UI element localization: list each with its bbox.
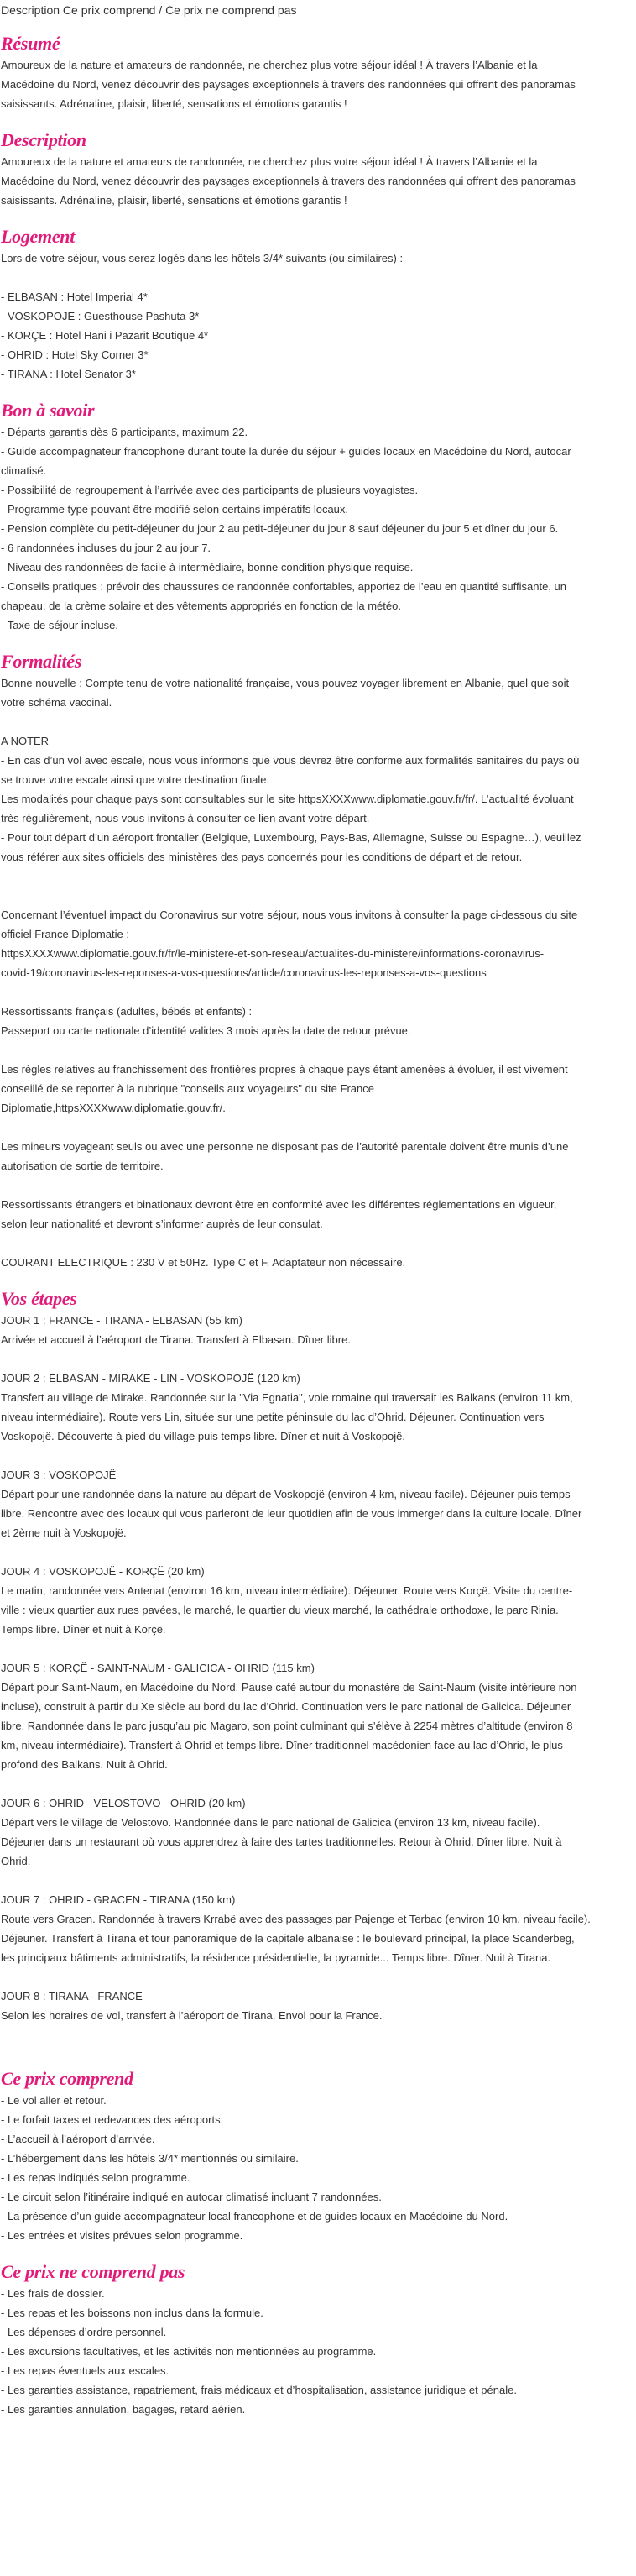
formalites-line: conseillé de se reporter à la rubrique "conseils aux voyageurs" du site France <box>1 1082 374 1095</box>
comprend-item: - Les repas indiqués selon programme. <box>1 2171 190 2184</box>
etape-line: Ohrid. <box>1 1855 31 1867</box>
bon-a-savoir-line: - Taxe de séjour incluse. <box>1 619 118 631</box>
comprend-title: Ce prix comprend <box>1 2068 133 2089</box>
formalites-line: Passeport ou carte nationale d’identité valides 3 mois après la date de retour prévue. <box>1 1024 411 1037</box>
resume-title: Résumé <box>1 33 60 54</box>
etape-line: Voskopojë. Découverte à pied du village puis temps libre. Dîner et nuit à Voskopojë. <box>1 1430 406 1442</box>
etape-line: Déjeuner dans un restaurant où vous apprendrez à faire des tartes traditionnelles. Retour à Ohrid. Dîner libre. Nuit à <box>1 1835 562 1848</box>
ne-comprend-pas-item: - Les excursions facultatives, et les activités non mentionnées au programme. <box>1 2345 377 2358</box>
formalites-line: très régulièrement, nous vous invitons à consulter ce lien avant votre départ. <box>1 812 370 825</box>
etape-heading: JOUR 6 : OHRID - VELOSTOVO - OHRID (20 km) <box>1 1797 246 1809</box>
resume-line: Macédoine du Nord, venez découvrir des paysages exceptionnels à travers des randonnées qui offrent des panoramas <box>1 78 576 91</box>
comprend-item: - L’hébergement dans les hôtels 3/4* mentionnés ou similaire. <box>1 2152 299 2165</box>
ne-comprend-pas-title: Ce prix ne comprend pas <box>1 2261 185 2282</box>
logement-hotel: - VOSKOPOJE : Guesthouse Pashuta 3* <box>1 310 200 322</box>
etape-heading: JOUR 4 : VOSKOPOJË - KORÇË (20 km) <box>1 1565 205 1578</box>
tabs-bar[interactable]: Description Ce prix comprend / Ce prix ne comprend pas <box>1 3 297 17</box>
bon-a-savoir-line: - Niveau des randonnées de facile à intermédiaire, bonne condition physique requise. <box>1 561 414 573</box>
formalites-line: - En cas d’un vol avec escale, nous vous informons que vous devrez être conforme aux formalités sanitaires du pays où <box>1 754 580 767</box>
formalites-line: autorisation de sortie de territoire. <box>1 1160 164 1172</box>
logement-hotel: - ELBASAN : Hotel Imperial 4* <box>1 291 148 303</box>
bon-a-savoir-line: climatisé. <box>1 464 47 477</box>
bon-a-savoir-line: - 6 randonnées incluses du jour 2 au jour 7. <box>1 542 211 554</box>
bon-a-savoir-text <box>1 422 631 635</box>
formalites-line: Les mineurs voyageant seuls ou avec une personne ne disposant pas de l’autorité parentale doivent être munis d’une <box>1 1140 569 1153</box>
logement-title: Logement <box>1 226 76 247</box>
resume-line: saisissants. Adrénaline, plaisir, liberté, sensations et émotions garantis ! <box>1 97 347 110</box>
etape-line: les principaux bâtiments administratifs, la résidence présidentielle, la pyramide... Temps libre. Dîner. Nuit à Tirana. <box>1 1951 551 1964</box>
etape-heading: JOUR 5 : KORÇË - SAINT-NAUM - GALICICA - OHRID (115 km) <box>1 1662 315 1674</box>
comprend-item: - La présence d’un guide accompagnateur local francophone et de guides locaux en Macédoine du Nord. <box>1 2210 508 2223</box>
logement-hotel: - KORÇE : Hotel Hani i Pazarit Boutique 4* <box>1 329 209 342</box>
etape-line: et 2ème nuit à Voskopojë. <box>1 1526 127 1539</box>
formalites-line: se trouve votre escale ainsi que votre destination finale. <box>1 773 270 786</box>
formalites-line: votre schéma vaccinal. <box>1 696 112 709</box>
etape-line: Déjeuner. Transfert à Tirana et tour panoramique de la capitale albanaise : le boulevard principal, la place Scanderbeg, <box>1 1932 575 1945</box>
ne-comprend-pas-item: - Les repas éventuels aux escales. <box>1 2364 169 2377</box>
comprend-item: - Le circuit selon l’itinéraire indiqué en autocar climatisé incluant 7 randonnées. <box>1 2191 382 2203</box>
etape-line: Selon les horaires de vol, transfert à l’aéroport de Tirana. Envol pour la France. <box>1 2009 383 2022</box>
formalites-line: Les modalités pour chaque pays sont consultables sur le site httpsXXXXwww.diplomatie.gouv.fr/fr/. L’actualité évoluant <box>1 793 574 805</box>
ne-comprend-pas-list <box>1 2284 631 2419</box>
logement-hotel: - TIRANA : Hotel Senator 3* <box>1 368 136 380</box>
etape-line: libre. Rencontre avec des locaux qui vous parleront de leur quotidien afin de vous immerger dans la culture locale. Dîner <box>1 1507 582 1520</box>
etape-line: niveau intermédiaire). Route vers Lin, située sur une petite péninsule du lac d’Ohrid. Déjeuner. Continuation vers <box>1 1411 545 1423</box>
etape-heading: JOUR 3 : VOSKOPOJË <box>1 1469 117 1481</box>
description-line: Amoureux de la nature et amateurs de randonnée, ne cherchez plus votre séjour idéal ! À travers l’Albanie et la <box>1 155 538 168</box>
etape-heading: JOUR 2 : ELBASAN - MIRAKE - LIN - VOSKOPOJË (120 km) <box>1 1372 300 1385</box>
formalites-line: Diplomatie,httpsXXXXwww.diplomatie.gouv.fr/. <box>1 1102 226 1114</box>
ne-comprend-pas-item: - Les dépenses d’ordre personnel. <box>1 2326 167 2338</box>
etapes-list <box>1 1311 631 2025</box>
formalites-line: selon leur nationalité et devront s’informer auprès de leur consulat. <box>1 1217 323 1230</box>
formalites-link-line: covid-19/coronavirus-les-reponses-a-vos-questions/article/coronavirus-les-reponses-a-vos-questions <box>1 966 487 979</box>
ne-comprend-pas-item: - Les repas et les boissons non inclus dans la formule. <box>1 2306 263 2319</box>
comprend-item: - Le forfait taxes et redevances des aéroports. <box>1 2113 224 2126</box>
formalites-line: Concernant l’éventuel impact du Coronavirus sur votre séjour, nous vous invitons à consulter la page ci-dessous du site <box>1 908 578 921</box>
etape-heading: JOUR 1 : FRANCE - TIRANA - ELBASAN (55 km) <box>1 1314 242 1327</box>
etape-heading: JOUR 8 : TIRANA - FRANCE <box>1 1990 143 2003</box>
formalites-line: COURANT ELECTRIQUE : 230 V et 50Hz. Type C et F. Adaptateur non nécessaire. <box>1 1256 406 1269</box>
etape-heading: JOUR 7 : OHRID - GRACEN - TIRANA (150 km) <box>1 1893 236 1906</box>
etape-line: ville : vieux quartier aux rues pavées, le marché, le quartier du vieux marché, la cathédrale orthodoxe, le parc Rinia. <box>1 1604 559 1616</box>
formalites-line: Ressortissants français (adultes, bébés et enfants) : <box>1 1005 253 1018</box>
resume-text <box>1 55 631 113</box>
description-title: Description <box>1 129 86 150</box>
comprend-item: - Les entrées et visites prévues selon programme. <box>1 2229 243 2242</box>
ne-comprend-pas-item: - Les garanties assistance, rapatriement, frais médicaux et d’hospitalisation, assistance juridique et pénale. <box>1 2384 517 2396</box>
etape-line: profond des Balkans. Nuit à Ohrid. <box>1 1758 168 1771</box>
bon-a-savoir-line: - Programme type pouvant être modifié selon certains impératifs locaux. <box>1 503 349 516</box>
formalites-line: officiel France Diplomatie : <box>1 928 129 940</box>
ne-comprend-pas-item: - Les frais de dossier. <box>1 2287 105 2300</box>
ne-comprend-pas-item: - Les garanties annulation, bagages, retard aérien. <box>1 2403 246 2416</box>
etape-line: Le matin, randonnée vers Antenat (environ 16 km, niveau intermédiaire). Déjeuner. Route vers Korçë. Visite du centre- <box>1 1584 573 1597</box>
etape-line: Départ pour une randonnée dans la nature au départ de Voskopojë (environ 4 km, niveau facile). Déjeuner puis temps <box>1 1488 571 1500</box>
etape-line: Route vers Gracen. Randonnée à travers Krrabë avec des passages par Pajenge et Terbac (environ 10 km, niveau facile). <box>1 1913 591 1925</box>
bon-a-savoir-line: - Possibilité de regroupement à l’arrivée avec des participants de plusieurs voyagistes. <box>1 484 419 496</box>
etape-line: Transfert au village de Mirake. Randonnée sur la "Via Egnatia", voie romaine qui traversait les Balkans (environ 11 km, <box>1 1391 573 1404</box>
formalites-note-heading: A NOTER <box>1 735 50 747</box>
resume-line: Amoureux de la nature et amateurs de randonnée, ne cherchez plus votre séjour idéal ! À travers l’Albanie et la <box>1 59 538 71</box>
formalites-title: Formalités <box>1 651 82 672</box>
bon-a-savoir-line: - Pension complète du petit-déjeuner du jour 2 au petit-déjeuner du jour 8 sauf déjeuner du jour 5 et dîner du jour 6. <box>1 522 559 535</box>
etape-line: Arrivée et accueil à l’aéroport de Tirana. Transfert à Elbasan. Dîner libre. <box>1 1333 351 1346</box>
bon-a-savoir-line: - Guide accompagnateur francophone durant toute la durée du séjour + guides locaux en Macédoine du Nord, autocar <box>1 445 571 458</box>
formalites-line: Les règles relatives au franchissement des frontières propres à chaque pays étant amenées à évoluer, il est vivement <box>1 1063 568 1076</box>
logement-text <box>1 249 631 384</box>
description-line: saisissants. Adrénaline, plaisir, liberté, sensations et émotions garantis ! <box>1 194 347 207</box>
bon-a-savoir-line: chapeau, de la crème solaire et des vêtements appropriés en fonction de la météo. <box>1 599 401 612</box>
comprend-item: - Le vol aller et retour. <box>1 2094 107 2107</box>
formalites-line: - Pour tout départ d’un aéroport frontalier (Belgique, Luxembourg, Pays-Bas, Allemagne, Suisse ou Espagne…), veuillez <box>1 831 581 844</box>
bon-a-savoir-line: - Départs garantis dès 6 participants, maximum 22. <box>1 426 248 438</box>
comprend-item: - L’accueil à l’aéroport d’arrivée. <box>1 2133 155 2145</box>
comprend-list <box>1 2091 631 2245</box>
etape-line: libre. Randonnée dans le parc jusqu’au pic Magaro, son point culminant qui s’élève à 2254 mètres d’altitude (environ 8 <box>1 1720 573 1732</box>
formalites-link-line: httpsXXXXwww.diplomatie.gouv.fr/fr/le-ministere-et-son-reseau/actualites-du-ministere/informations-coronavirus- <box>1 947 545 960</box>
etapes-title: Vos étapes <box>1 1288 77 1309</box>
logement-hotel: - OHRID : Hotel Sky Corner 3* <box>1 348 149 361</box>
description-line: Macédoine du Nord, venez découvrir des paysages exceptionnels à travers des randonnées qui offrent des panoramas <box>1 175 576 187</box>
bon-a-savoir-title: Bon à savoir <box>1 400 95 421</box>
formalites-line: vous référer aux sites officiels des ministères des pays concernés pour les conditions de départ et de retour. <box>1 851 523 863</box>
description-text <box>1 152 631 210</box>
formalites-line: Bonne nouvelle : Compte tenu de votre nationalité française, vous pouvez voyager librement en Albanie, quel que soit <box>1 677 570 689</box>
etape-line: Temps libre. Dîner et nuit à Korçë. <box>1 1623 166 1636</box>
bon-a-savoir-line: - Conseils pratiques : prévoir des chaussures de randonnée confortables, apportez de l’eau en quantité suffisante, un <box>1 580 567 593</box>
formalites-line: Ressortissants étrangers et binationaux devront être en conformité avec les différentes réglementations en vigueur, <box>1 1198 557 1211</box>
logement-intro: Lors de votre séjour, vous serez logés dans les hôtels 3/4* suivants (ou similaires) : <box>1 252 404 264</box>
etape-line: Départ pour Saint-Naum, en Macédoine du Nord. Pause café autour du monastère de Saint-Naum (visite intérieure non <box>1 1681 577 1694</box>
etape-line: km, niveau intermédiaire). Transfert à Ohrid et temps libre. Dîner traditionnel macédonien face au lac d’Ohrid, le plus <box>1 1739 563 1751</box>
etape-line: incluse), construit à partir du Xe siècle au bord du lac d’Ohrid. Continuation vers le parc national de Galicica. Déjeuner <box>1 1700 571 1713</box>
formalites-text <box>1 673 631 1272</box>
etape-line: Départ vers le village de Velostovo. Randonnée dans le parc national de Galicica (environ 13 km, niveau facile). <box>1 1816 540 1829</box>
